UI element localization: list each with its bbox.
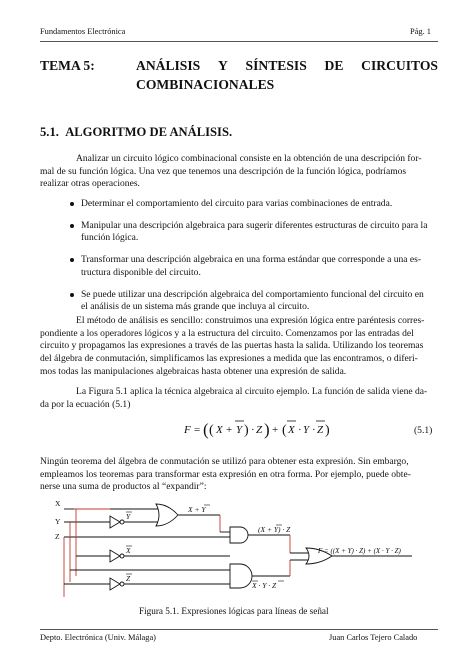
footer-rule <box>40 629 438 630</box>
paragraph-expand <box>40 456 438 494</box>
circuit-diagram <box>40 492 438 602</box>
svg-text:X: X <box>126 546 131 555</box>
text-line: nerse una suma de productos al “expandir”: <box>40 481 207 493</box>
text-line: pondiente a los operadores lógicos y a la estructura del circuito. Comenzamos por las entradas del <box>40 327 414 339</box>
bullet-list <box>81 198 438 314</box>
text-line: Transformar una descripción algebraica en una forma estándar que corresponde a una es- <box>81 254 422 266</box>
title-word: CIRCUITOS <box>361 58 438 73</box>
svg-text:Z: Z <box>126 574 131 583</box>
title-word: ANÁLISIS <box>136 58 201 73</box>
text-line: da por la ecuación (5.1) <box>40 398 131 410</box>
bullet-icon <box>70 224 74 228</box>
text-line: mos todas las manipulaciones algebraicas hasta obtener una expresión de salida. <box>40 365 347 377</box>
figure-caption: Figura 5.1. Expresiones lógicas para líneas de señal <box>139 606 329 616</box>
text-line: función lógica. <box>81 232 139 244</box>
paragraph-intro <box>40 153 438 191</box>
svg-text:): ) <box>325 423 330 438</box>
text-line: Analizar un circuito lógico combinacional consiste en la obtención de una descripción for- <box>76 153 422 164</box>
text-line: empleamos los teoremas para transformar esta expresión en otra forma. Por ejemplo, puede obte- <box>40 468 411 480</box>
svg-text:Y: Y <box>126 512 131 521</box>
input-label-y: Y <box>55 517 61 526</box>
svg-text:=: = <box>194 424 201 436</box>
section-title: ALGORITMO DE ANÁLISIS. <box>65 125 233 139</box>
svg-text:F: F <box>184 424 191 436</box>
text-line: Se puede utilizar una descripción algebraica del comportamiento funcional del circuito en <box>81 288 424 300</box>
svg-text:+: + <box>272 424 279 436</box>
svg-text:(: ( <box>282 423 287 438</box>
text-line: Manipular una descripción algebraica para sugerir diferentes estructuras de circuito para la <box>81 219 428 231</box>
svg-text:Z: Z <box>317 424 324 436</box>
bullet-icon <box>70 293 74 297</box>
paragraph-figure-ref <box>40 386 438 411</box>
header-rule <box>40 41 438 42</box>
text-line: Determinar el comportamiento del circuito para varias combinaciones de entrada. <box>81 198 393 209</box>
bullet-item <box>81 220 438 245</box>
text-line: realizar otras operaciones. <box>40 178 140 190</box>
section-number: 5.1. <box>40 125 59 139</box>
input-label-z: Z <box>55 532 60 541</box>
svg-text:X: X <box>216 424 223 436</box>
chapter-title-line2: COMBINACIONALES <box>136 77 275 92</box>
section-heading <box>40 125 232 140</box>
page-footer-right: Juan Carlos Tejero Calado <box>329 633 418 642</box>
bullet-item <box>81 254 438 279</box>
svg-text:F = ((X + Y) · Z) + (X · Y · Z: F = ((X + Y) · Z) + (X · Y · Z) <box>318 547 401 555</box>
svg-text:): ) <box>264 420 270 439</box>
svg-text:X + Y: X + Y <box>188 505 206 514</box>
svg-text:(X + Y) · Z: (X + Y) · Z <box>258 525 291 534</box>
text-line: circuito y propagamos las expresiones a través de las puertas hasta la salida. Utilizando los teoremas <box>40 340 424 352</box>
bullet-icon <box>70 258 74 262</box>
page-header-left: Fundamentos Electrónica <box>40 27 126 36</box>
svg-text:·: · <box>298 424 302 436</box>
svg-text:X · Y · Z: X · Y · Z <box>252 581 277 590</box>
paragraph-method <box>40 315 438 379</box>
text-line: La Figura 5.1 aplica la técnica algebraica al circuito ejemplo. La función de salida viene da- <box>76 386 428 397</box>
text-line: mal de su función lógica. Una vez que tenemos una descripción de la función lógica, podríamos <box>40 165 407 177</box>
svg-text:Y: Y <box>303 424 310 436</box>
text-line: el análisis de un sistema más grande que incluya al circuito. <box>81 301 310 313</box>
bullet-item <box>81 289 438 314</box>
text-line: del álgebra de conmutación, simplificamos las expresiones a medida que las encontramos, o diferi- <box>40 353 418 365</box>
bullet-icon <box>70 202 74 206</box>
svg-text:·: · <box>312 424 316 436</box>
svg-text:(: ( <box>203 420 209 439</box>
chapter-title-line1 <box>136 56 438 75</box>
text-line: tructura disponible del circuito. <box>81 266 201 278</box>
svg-text:Y: Y <box>236 424 243 436</box>
equation-number: (5.1) <box>414 425 433 436</box>
text-line: El método de análisis es sencillo: construimos una expresión lógica entre paréntesis corres- <box>76 315 425 326</box>
text-line: Ningún teorema del álgebra de conmutación se utilizó para obtener esta expresión. Sin embargo, <box>40 456 409 467</box>
page-header-right: Pág. 1 <box>410 27 431 36</box>
svg-text:Z: Z <box>256 424 263 436</box>
title-word: SÍNTESIS <box>245 58 307 73</box>
svg-text:·: · <box>251 424 255 436</box>
page-footer-left: Depto. Electrónica (Univ. Málaga) <box>40 633 156 642</box>
svg-text:): ) <box>244 423 249 438</box>
svg-text:X: X <box>288 424 295 436</box>
svg-text:+: + <box>226 424 233 436</box>
title-word: Y <box>217 58 228 73</box>
equation-5-1 <box>180 416 380 442</box>
input-label-x: X <box>55 499 61 508</box>
chapter-number: TEMA 5: <box>40 58 95 73</box>
svg-text:(: ( <box>209 423 214 438</box>
title-word: DE <box>324 58 344 73</box>
bullet-item <box>81 198 438 211</box>
